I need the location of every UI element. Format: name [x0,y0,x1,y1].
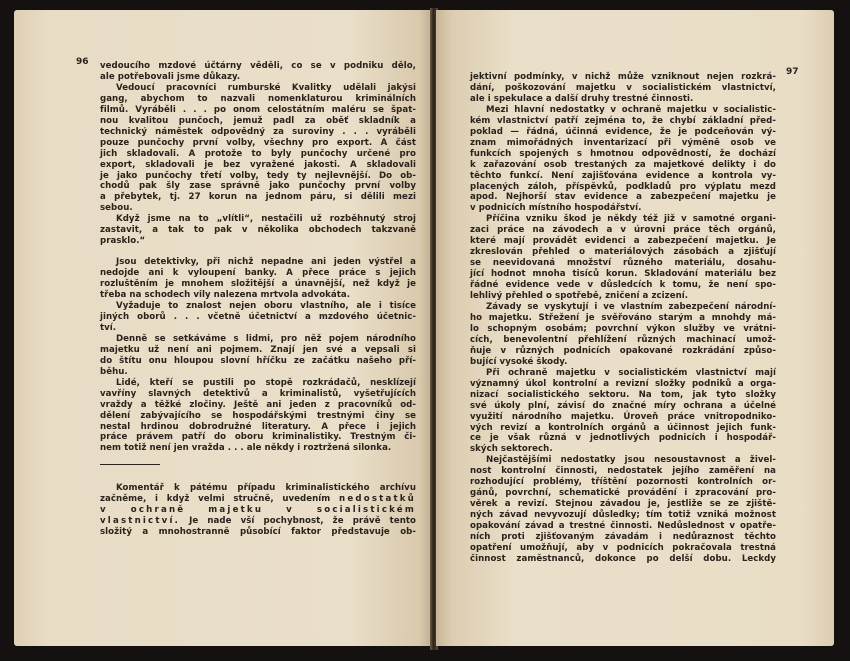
text-line: Nejčastějšími nedostatky jsou nesoustavnost a živel- [486,455,776,466]
text-line: Vedoucí pracovníci rumburské Kvalitky udělali jakýsi [116,82,416,93]
text-line: Závady se vyskytují i ve vlastním zabezpečení národní- [486,302,776,313]
text-line: významný úkol kontrolní a revizní složky podniků a orga- [470,378,776,389]
text-line: bující vysoké škody. [470,356,568,367]
text-line: do štítu onu hloupou slovní hříčku ze začátku našeho pří- [100,355,416,366]
text-line: vlastnictví. Je nade vší pochybnost, že právě tento [100,516,416,527]
text-line: vedoucího mzdové účtárny věděli, co se v podniku dělo, [100,61,416,71]
text-line: ale potřebovali jsme důkazy. [100,71,241,82]
text-line: prasklo.“ [100,236,146,247]
text-line: filmů. Vyráběli . . . po onom celostátním maléru se špat- [100,104,416,115]
text-line: Denně se setkáváme s lidmi, pro něž pojem národního [116,333,416,344]
text-line: ských sektorech. [470,444,553,455]
text-line: ních proti zjišťovaným závadám i nedůraznost těchto [470,532,776,543]
text-line: v ochraně majetku v socialistickém [100,505,416,516]
section-divider [100,464,160,465]
text-line: Lidé, kteří se pustili po stopě rozkrádačů, nesklízejí [116,377,416,388]
text-line: využití národního majetku. Úroveň práce vnitropodniko- [470,411,776,422]
text-line: nestal hrdinou dobrodružné literatury. A přece i jejich [100,421,416,432]
text-line: Když jsme na to „vlítli“, nestačili už rozběhnutý stroj [116,214,416,225]
text-line: zkreslován přehled o materiálových zásobách a zjišťují [470,247,776,258]
right-page-text [470,72,776,565]
text-line: gánů, povrchní, schematické provádění i zpracování pro- [470,488,776,499]
text-line: znam mimořádných inventarizací při výměně osob ve [470,137,776,148]
text-line: nizací socialistického sektoru. Na tom, jak tyto složky [470,389,776,400]
text-line: funkcích spojených s hmotnou odpovědností, že dochází [470,148,776,159]
text-line: vavříny slavných detektivů a kriminalistů, vyšetřujících [100,388,416,399]
text-line: kém vlastnictví patří zejména to, že chybí základní před- [470,115,776,126]
text-line: jiných oborů . . . včetně účetnictví a mzdového účetnic- [100,311,416,322]
text-line: opatření umožňují, aby v podnicích pokračovala trestná [470,542,776,553]
text-line: vraždy a těžké zločiny. Ještě ani jeden z pracovníků od- [100,399,416,410]
text-line: a přebytek, tj. 27 korun na jednom páru, si dělili mezi [100,192,416,203]
emphasized-word: vlastnictví. [100,516,181,527]
text-line: rozluštěním je mnohem složitější a únavnější, než když je [100,279,416,290]
text-line: rozhodující problémy, tříštění pozornosti kontrolních or- [470,477,776,488]
text-line: export, skladovali je bez vyražené jakosti. A skladovali [100,159,416,170]
text-line: v podnicích místního hospodářství. [470,203,642,214]
text-line: Mezi hlavní nedostatky v ochraně majetku v socialistic- [486,104,776,115]
text-line: nem totiž není jen vražda . . . ale někdy i roztržená silonka. [100,443,392,454]
text-line: je jako punčochy třetí volby, tedy ty nejlevnější. Do ob- [100,170,416,181]
text-line: sebou. [100,203,133,214]
text-line: věrek a revizí. Stejnou závadou je, jestliže se ze zjiště- [470,499,776,510]
text-line: řádné evidence vede v důsledcích k tomu, že není spo- [470,280,776,291]
text-line: práce právem patří do oboru kriminalistiky. Trestným či- [100,432,416,443]
text-line: začněme, i když velmi stručně, uvedením nedostatků [100,494,416,505]
text-line: své úkoly plní, závisí do značné míry ochrana a účelné [470,400,776,411]
text-line: činnost zaměstnanců, dokonce po delší dobu. Leckdy [470,553,776,564]
text-line: třeba na schodech vily nalezena mrtvola advokáta. [100,290,351,301]
text-line: jich skladovali. A protože to byly punčochy určené pro [100,148,416,159]
text-line: nou kvalitou punčoch, jemuž padl za oběť skladník a [100,115,416,126]
text-line: nost kontrolní činnosti, nedostatek jejího zaměření na [470,466,776,477]
text-line: Komentář k pátému případu kriminalistického archívu [116,483,416,494]
text-line: běhu. [100,366,128,377]
text-line: dělení zabývajícího se hospodářskými trestnými činy se [100,410,416,421]
text-line: ce je však různá v jednotlivých podnicích i hospodář- [470,433,776,444]
text-line: které mají provádět evidenci a zabezpečení majetku. Je [470,236,776,247]
text-line: Jsou detektivky, při nichž nepadne ani jeden výstřel a [116,257,416,268]
text-line: Příčina vzniku škod je někdy též již v samotné organi- [486,214,776,225]
text-line: chodů pak šly zase správně jako punčochy první volby [100,181,416,192]
paragraph-gap [100,247,416,257]
text-line: opakování závad a trestné činnosti. Nedůslednost v opatře- [470,521,776,532]
emphasized-word: nedostatků [339,494,416,505]
text-line: pouze punčochy první volby, všechny pro export. A část [100,137,416,148]
text-line: zastavit, a tak to pak v několika obchodech takzvaně [100,225,416,236]
text-line: vých revizí a kontrolních orgánů a účinnost jejich funk- [470,422,776,433]
right-page [436,10,834,646]
left-page-text [100,61,416,538]
text-line: těchto funkcí. Není zajišťována evidence a kontrola vy- [470,170,776,181]
text-line: se neevidovaná množství různého materiálu, dosahu- [470,258,776,269]
text-line: majetku už není ani pojmem. Znají jen své a vepsali si [100,344,416,355]
text-line: dání, poškozování majetku v socialistickém vlastnictví, [470,82,776,93]
text-line: ných závad nevyvozují důsledky; tím totiž vzniká možnost [470,510,776,521]
text-line: technický náměstek odpovědný za suroviny . . . vyráběli [100,126,416,137]
text-line: cích, benevolentní přehlížení různých machinací umož- [470,334,776,345]
text-line: jící hodnot mnoha tisíců korun. Skladování materiálu bez [470,269,776,280]
text-line: k zařazování osob trestaných za majetkové delikty i do [470,159,776,170]
left-page [14,10,432,646]
text-line: placených záloh, příspěvků, podkladů pro výplatu mezd [470,181,776,192]
page-number: 96 [76,57,89,67]
text-line: poklad — řádná, účinná evidence, že je podceňován vý- [470,126,776,137]
text-line: apod. Nejhorší stav evidence a zabezpečení majetku je [470,192,776,203]
text-line: ňuje v různých podnicích opakované rozkrádání způso- [470,345,776,356]
text-line: zaci práce na závodech a v úrovni práce těch orgánů, [470,225,776,236]
text-line: lehlivý přehled o spotřebě, zničení a zcizení. [470,291,689,302]
text-line: jektivní podmínky, v nichž může vzniknout nejen rozkrá- [470,72,776,82]
text-line: Při ochraně majetku v socialistickém vlastnictví mají [486,367,776,378]
text-line: ho majetku. Střežení je svěřováno starým a mnohdy má- [470,312,776,323]
text-line: složitý a mnohostranně působící faktor představuje ob- [100,527,416,538]
text-line: ale i spekulace a další druhy trestné činnosti. [470,93,694,104]
page-number: 97 [786,67,799,77]
text-line: gang, abychom to nazvali nomenklaturou kriminálních [100,93,416,104]
text-line: lo schopným osobám; povrchní výkon služby ve vrátni- [470,323,776,334]
text-line: nedojde ani k vyloupení banky. A přece práce s jejich [100,268,416,279]
text-line: tví. [100,322,117,333]
text-line: Vyžaduje to znalost nejen oboru vlastního, ale i tisíce [116,301,416,312]
